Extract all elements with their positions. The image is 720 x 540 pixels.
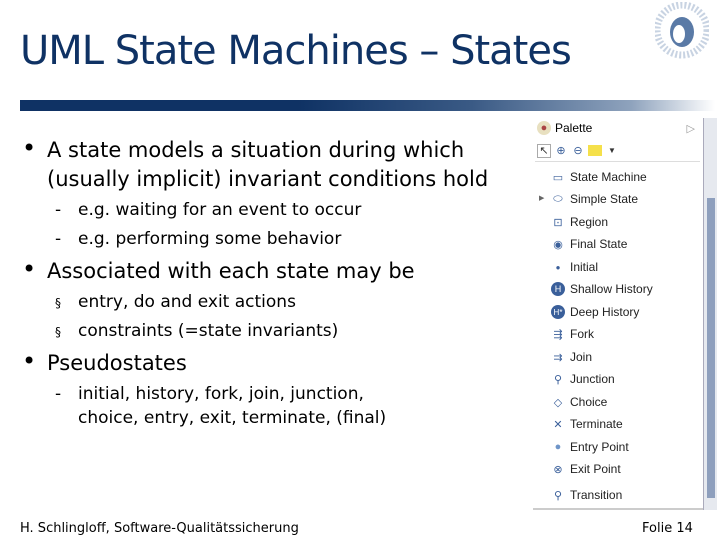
collapse-palette-icon[interactable]: ▷ (686, 123, 695, 135)
state-machine-icon: ▭ (552, 171, 564, 184)
palette-toolbar (535, 140, 700, 162)
junction-icon: ⚲ (553, 373, 563, 386)
sub-item-cont: choice, entry, exit, terminate, (final) (78, 408, 387, 428)
footer-author: H. Schlingloff, Software-Qualitätssicherung (20, 521, 299, 536)
join-icon: ⇉ (553, 351, 563, 364)
palette-item-final-state[interactable]: ◉ Final State (551, 235, 627, 253)
zoom-in-icon[interactable]: ⊕ (556, 145, 566, 157)
palette-item-entry-point[interactable]: ● Entry Point (551, 438, 629, 456)
palette-item-junction[interactable]: ⚲ Junction (551, 370, 615, 388)
sub-item: § entry, do and exit actions (55, 292, 296, 312)
sub-item: § constraints (=state invariants) (55, 321, 339, 341)
palette-scrollbar[interactable] (703, 118, 717, 510)
slide-title: UML State Machines – States (20, 28, 571, 74)
exit-point-icon: ⊗ (553, 463, 563, 476)
region-icon: ⊡ (553, 216, 563, 229)
title-divider-bar (20, 100, 715, 111)
initial-icon: ● (555, 262, 561, 272)
dropdown-arrow-icon[interactable]: ▼ (608, 146, 616, 155)
footer-slide-number: Folie 14 (642, 521, 693, 536)
palette-item-exit-point[interactable]: ⊗ Exit Point (551, 460, 621, 478)
expand-arrow-icon[interactable]: ▶ (539, 195, 545, 202)
palette-item-join[interactable]: ⇉ Join (551, 348, 592, 366)
university-seal-logo (655, 2, 709, 62)
select-arrow-icon[interactable]: ↖ (537, 144, 551, 158)
palette-item-state-machine[interactable]: ▭ State Machine (552, 170, 647, 184)
entry-point-icon: ● (554, 441, 562, 453)
palette-item-terminate[interactable]: ✕ Terminate (551, 415, 623, 433)
sub-item: - e.g. performing some behavior (55, 229, 342, 249)
deep-history-icon: H* (551, 305, 565, 319)
palette-icon: ● (537, 121, 551, 135)
palette-item-transition[interactable]: ⚲ Transition (551, 486, 622, 504)
palette-item-simple-state[interactable]: ⬭ Simple State (551, 190, 638, 208)
simple-state-icon: ⬭ (553, 192, 563, 205)
palette-item-initial[interactable]: ● Initial (551, 258, 598, 276)
palette-item-fork[interactable]: ⇶ Fork (551, 325, 594, 343)
sub-item: - initial, history, fork, join, junction, (55, 384, 364, 404)
palette-item-deep-history[interactable]: H* Deep History (551, 303, 639, 321)
palette-item-choice[interactable]: ◇ Choice (551, 393, 607, 411)
transition-icon: ⚲ (553, 489, 563, 502)
note-icon[interactable] (588, 145, 602, 156)
sub-item: - e.g. waiting for an event to occur (55, 200, 362, 220)
palette-item-region[interactable]: ⊡ Region (551, 213, 608, 231)
palette-panel (533, 118, 705, 510)
shallow-history-icon: H (551, 282, 565, 296)
palette-title: Palette (555, 121, 593, 135)
choice-icon: ◇ (553, 396, 563, 409)
final-state-icon: ◉ (553, 238, 563, 251)
palette-item-shallow-history[interactable]: H Shallow History (551, 280, 653, 298)
zoom-out-icon[interactable]: ⊖ (573, 145, 583, 157)
terminate-icon: ✕ (553, 418, 563, 431)
fork-icon: ⇶ (553, 328, 563, 341)
scrollbar-thumb[interactable] (707, 198, 715, 498)
